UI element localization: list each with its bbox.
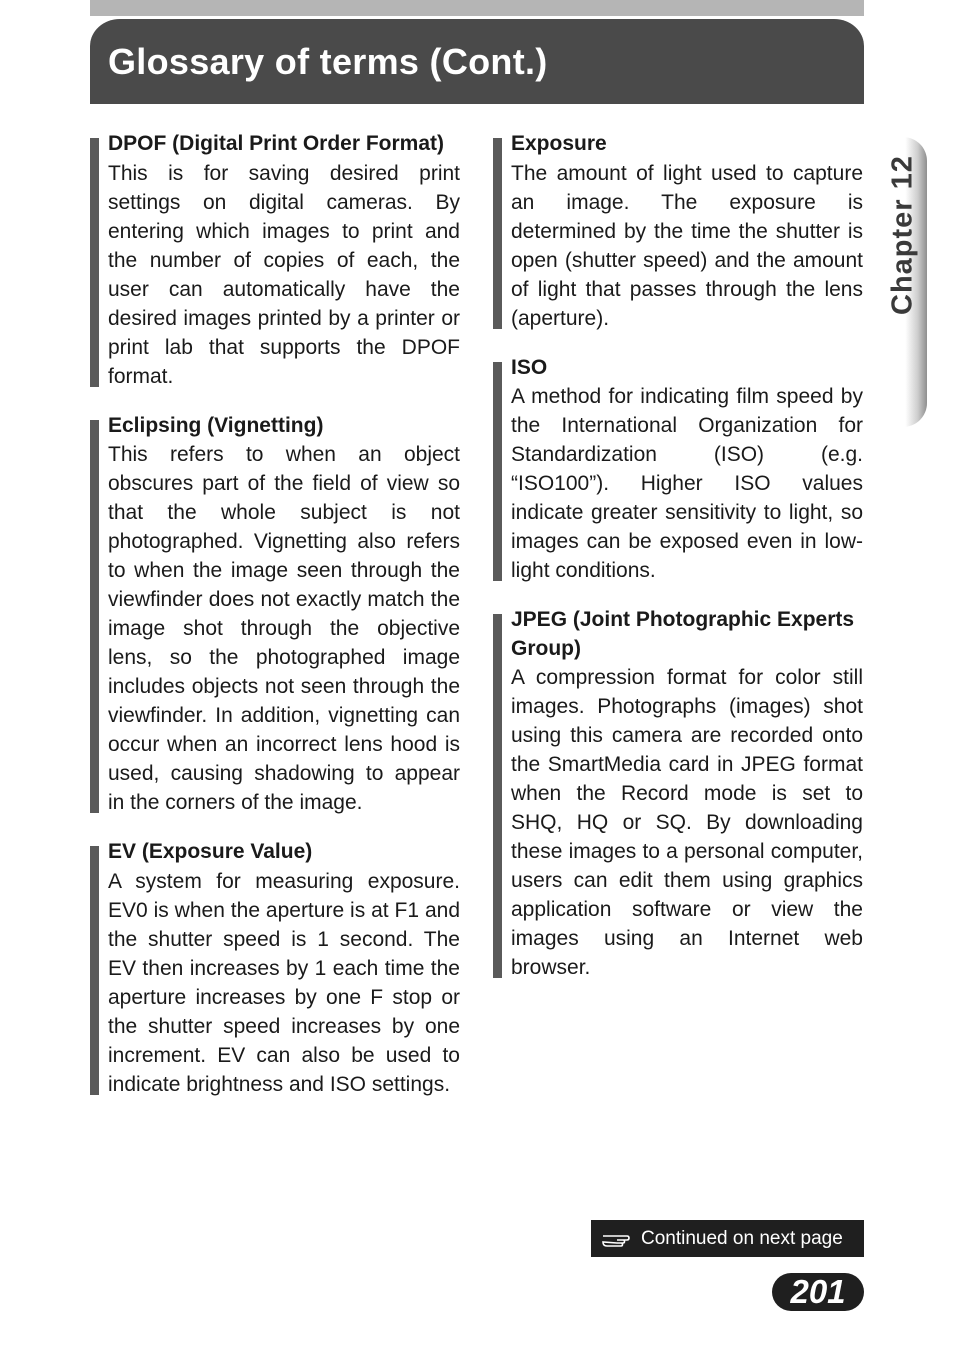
glossary-term: DPOF (Digital Print Order Format) [108,132,445,155]
glossary-entry-exposure [493,130,863,333]
chapter-label: Chapter 12 [886,155,919,315]
glossary-term: EV (Exposure Value) [108,840,313,863]
glossary-term: Exposure [511,132,607,155]
glossary-definition: A compression format for color still images. Photographs (images) shot using this camera are recorded onto the SmartMedia card in JPEG format when the Record mode is set to SHQ, HQ or SQ. By downloading these images to a personal computer, users can edit them using graphics application software or view the images using an Internet web browser. [511,666,863,979]
page-number: 201 [772,1273,864,1311]
glossary-entry-ev [90,838,460,1099]
top-decor-strip [90,0,864,16]
glossary-definition: A method for indicating film speed by the International Organization for Standardization (ISO) (e.g. “ISO100”). Higher ISO values indicate greater sensitivity to light, so images can be exposed even in low-light conditions. [511,385,863,582]
glossary-entry-dpof [90,130,460,391]
pointing-hand-icon [601,1230,631,1248]
glossary-definition: The amount of light used to capture an image. The exposure is determined by the time the shutter is open (shutter speed) and the amount of light that passes through the lens (aperture). [511,161,863,330]
glossary-term: JPEG (Joint Photographic Experts Group) [511,608,855,660]
glossary-entry-eclipsing [90,412,460,818]
glossary-definition: A system for measuring exposure. EV0 is when the aperture is at F1 and the shutter speed is 1 second. The EV then increases by 1 each time the aperture increases by one F stop or the shutter speed increases by one increment. EV can also be used to indicate brightness and ISO settings. [108,869,460,1096]
page-title: Glossary of terms (Cont.) [108,41,548,82]
continued-notice [591,1220,864,1257]
glossary-definition: This is for saving desired print settings on digital cameras. By entering which images to print and the number of copies of each, the user can automatically have the desired images printed by a printer or print lab that supports the DPOF format. [108,161,460,388]
right-column [493,130,863,1003]
left-column [90,130,460,1120]
continued-label: Continued on next page [641,1227,843,1249]
glossary-term: Eclipsing (Vignetting) [108,413,324,437]
glossary-entry-iso [493,354,863,586]
glossary-entry-jpeg [493,606,863,982]
glossary-term: ISO [511,355,548,379]
glossary-definition: This refers to when an object obscures part of the field of view so that the whole subject is not photographed. Vignetting also refers to when the image seen through the viewfinder does not exactly match the image shot through the objective lens, so the photographed image includes objects not seen through the viewfinder. In addition, vignetting can occur when an incorrect lens hood is used, causing shadowing to appear in the corners of the image. [108,443,460,814]
page-header [90,16,864,104]
